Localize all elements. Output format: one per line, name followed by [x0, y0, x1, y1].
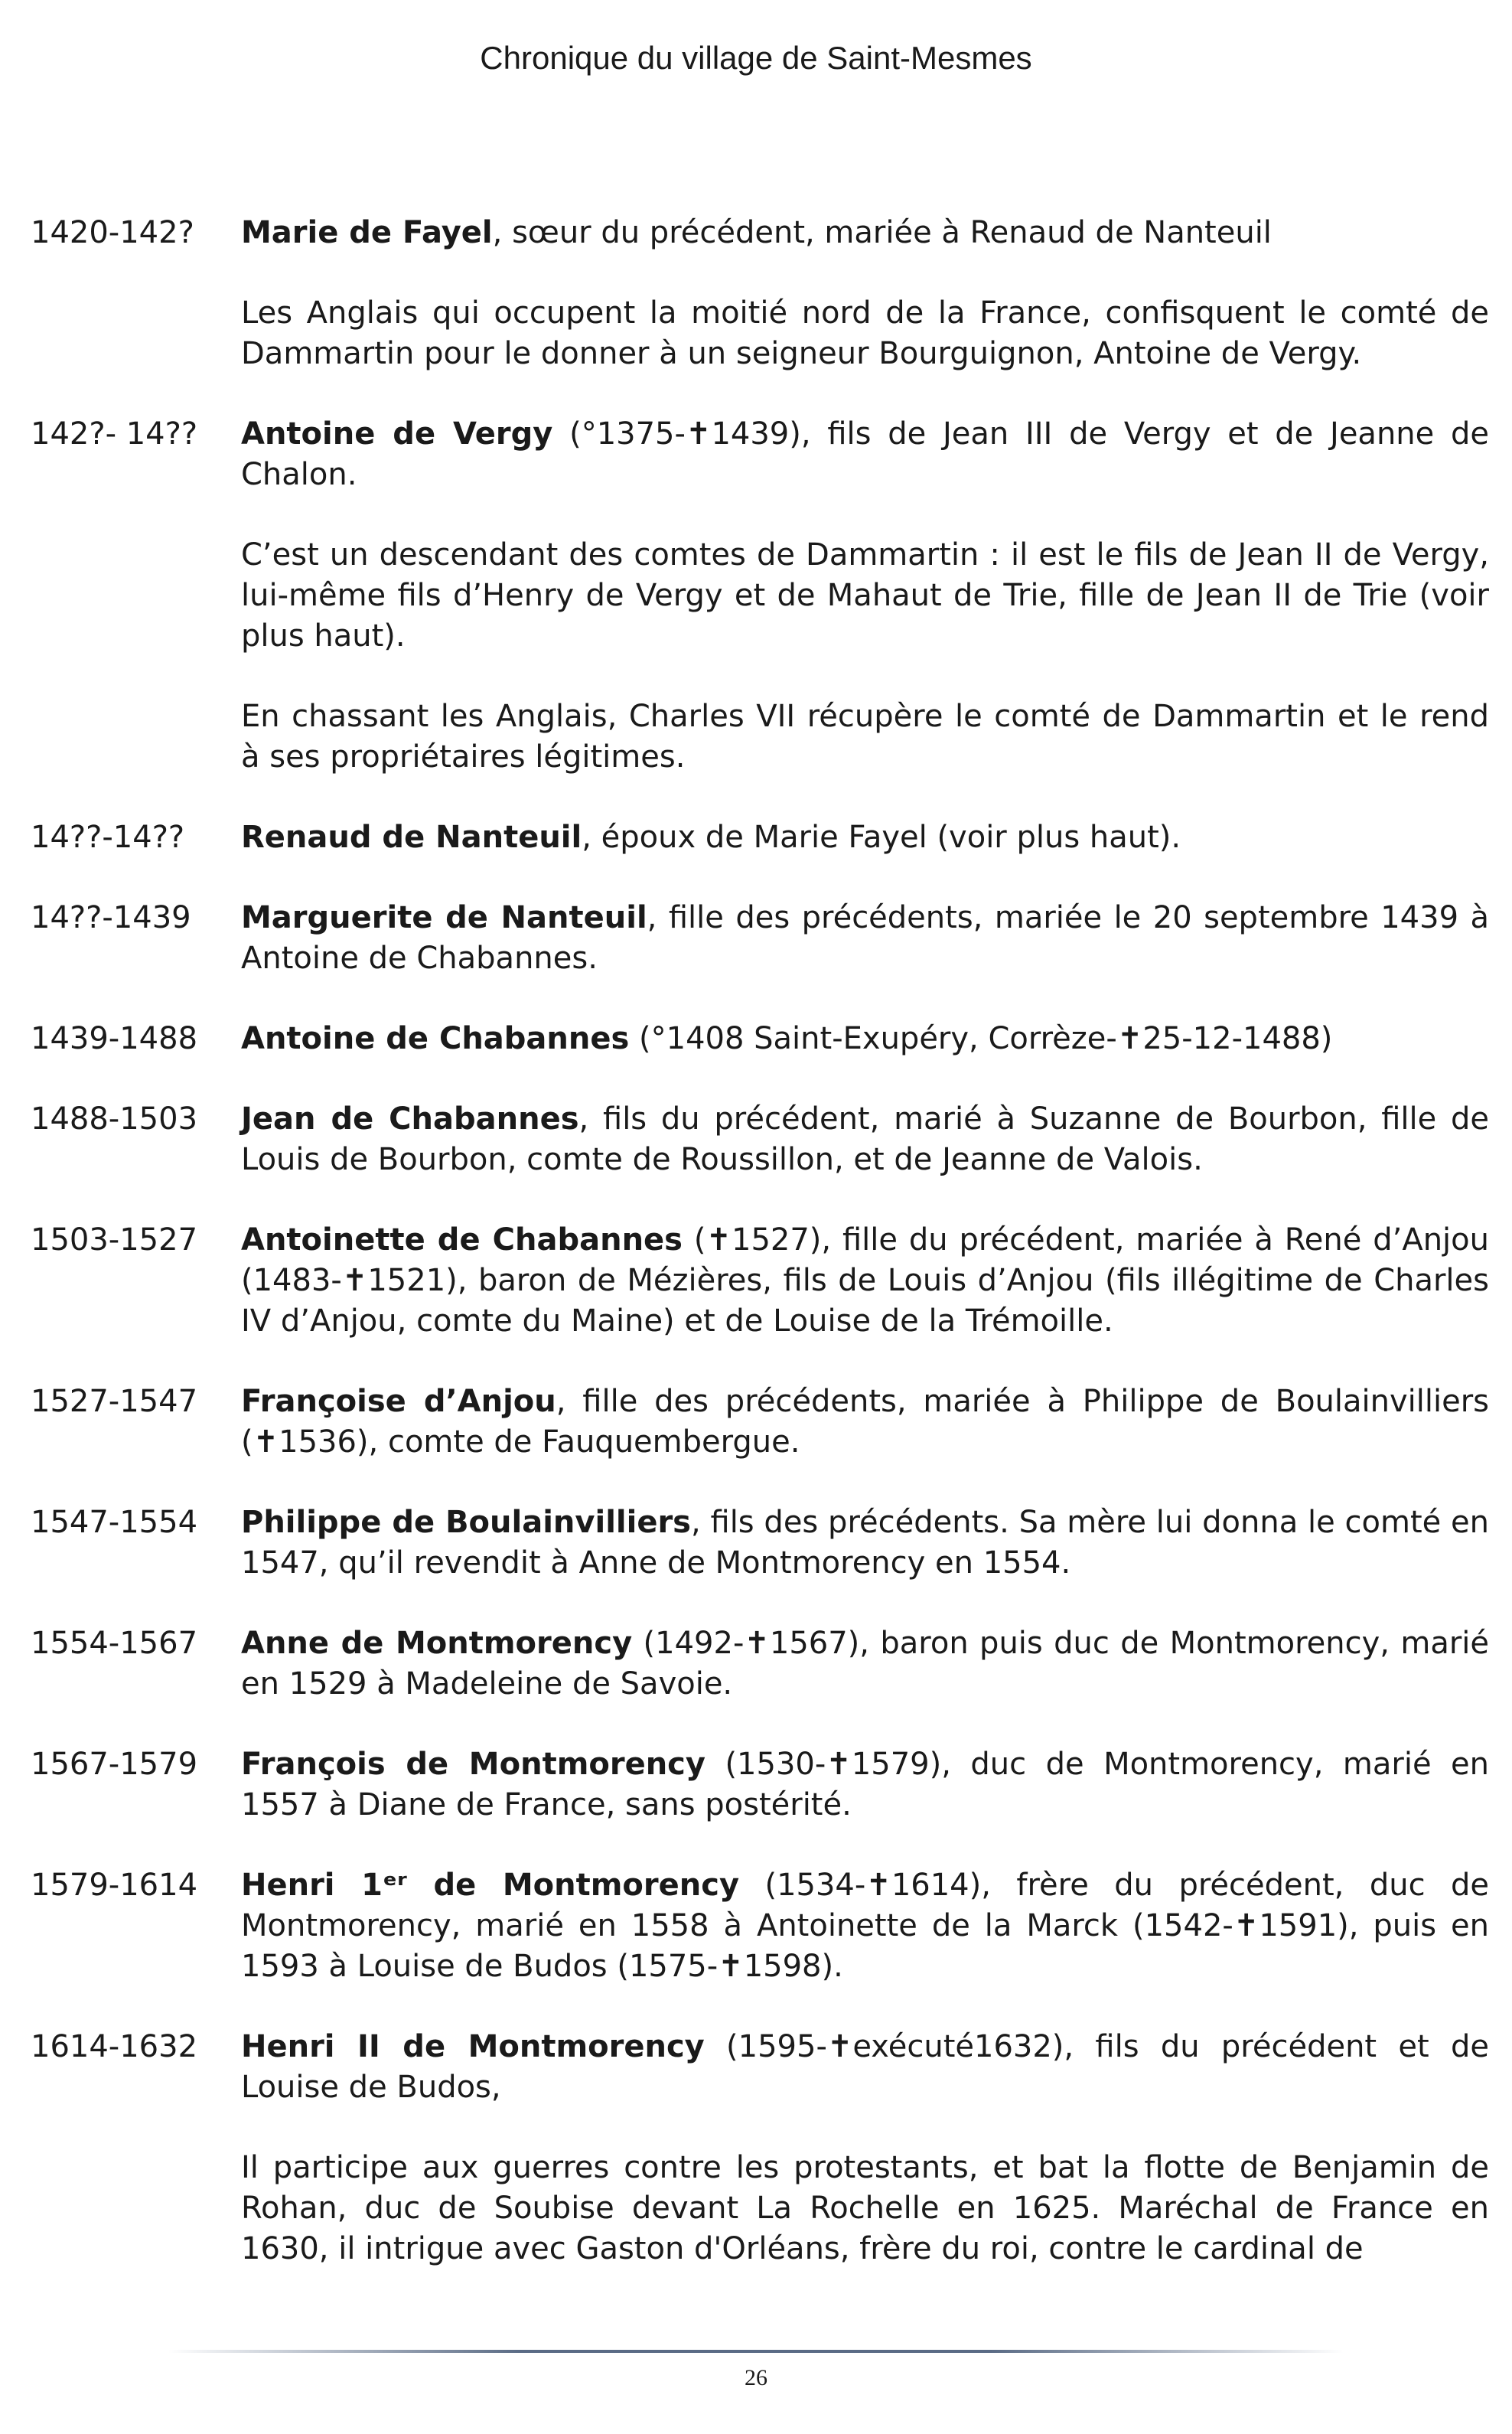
entry-body: [241, 1099, 1489, 1180]
entry-date: 1554-1567: [31, 1626, 198, 1661]
entry-date: 1488-1503: [31, 1101, 198, 1137]
chronicle-entry: [31, 414, 1489, 778]
chronicle-entry: [31, 1382, 1489, 1463]
chronicle-list: [31, 213, 1489, 2309]
page-header-title: Chronique du village de Saint-Mesmes: [480, 40, 1032, 76]
chronicle-entry: [31, 898, 1489, 979]
chronicle-entry: [31, 1019, 1489, 1059]
entry-date: 1503-1527: [31, 1222, 198, 1258]
person-name: Jean de Chabannes: [241, 1101, 579, 1137]
paragraph-text: , fils du précédent, marié à Suzanne de Bourbon, fille de Louis de Bourbon, comte de Roussillon, et de Jeanne de Valois.: [241, 1101, 1490, 1177]
paragraph-text: , époux de Marie Fayel (voir plus haut).: [582, 820, 1181, 855]
chronicle-entry: [31, 1744, 1489, 1826]
entry-body: [241, 1220, 1489, 1342]
person-name: Antoine de Vergy: [241, 416, 553, 452]
entry-paragraph: [241, 2027, 1489, 2108]
paragraph-text: (✝1527), fille du précédent, mariée à René d’Anjou (1483-✝1521), baron de Mézières, fils de Louis d’Anjou (fils illégitime de Charles IV d’Anjou, comte du Maine) et de Louise de la Trémoille.: [241, 1222, 1489, 1339]
person-name: Renaud de Nanteuil: [241, 820, 582, 855]
chronicle-entry: [31, 213, 1489, 374]
entry-paragraph: [241, 1865, 1489, 1987]
entry-date: 1527-1547: [31, 1384, 198, 1419]
entry-body: [241, 898, 1489, 979]
paragraph-text: En chassant les Anglais, Charles VII récupère le comté de Dammartin et le rend à ses propriétaires légitimes.: [241, 699, 1489, 775]
entry-body: [241, 2027, 1489, 2269]
entry-body: [241, 817, 1489, 858]
entry-body: [241, 1744, 1489, 1826]
paragraph-text: (°1375-✝1439), fils de Jean III de Vergy et de Jeanne de Chalon.: [241, 416, 1489, 492]
entry-paragraph: [241, 1220, 1489, 1342]
entry-paragraph: [241, 697, 1489, 778]
paragraph-text: , sœur du précédent, mariée à Renaud de Nanteuil: [492, 215, 1272, 250]
person-name: Anne de Montmorency: [241, 1626, 633, 1661]
paragraph-text: Les Anglais qui occupent la moitié nord de la France, confisquent le comté de Dammartin pour le donner à un seigneur Bourguignon, Antoine de Vergy.: [241, 295, 1489, 371]
entry-paragraph: [241, 1099, 1489, 1180]
entry-body: [241, 1382, 1489, 1463]
chronicle-entry: [31, 1099, 1489, 1180]
paragraph-text: Il participe aux guerres contre les protestants, et bat la flotte de Benjamin de Rohan, duc de Soubise devant La Rochelle en 1625. Maréchal de France en 1630, il intrigue avec Gaston d'Orléans, frère du roi, contre le cardinal de: [241, 2150, 1489, 2266]
entry-body: [241, 1865, 1489, 1987]
paragraph-text: (°1408 Saint-Exupéry, Corrèze-✝25-12-1488): [629, 1021, 1333, 1056]
person-name: Henri 1ᵉʳ de Montmorency: [241, 1868, 740, 1903]
person-name: Marguerite de Nanteuil: [241, 900, 647, 935]
page-number: 26: [745, 2365, 767, 2390]
person-name: Henri II de Montmorency: [241, 2029, 705, 2064]
chronicle-entry: [31, 1220, 1489, 1342]
paragraph-text: (1595-✝exécuté1632), fils du précédent et de Louise de Budos,: [241, 2029, 1489, 2105]
entry-date: 1579-1614: [31, 1868, 198, 1903]
entry-body: [241, 1019, 1489, 1059]
entry-date: 142?- 14??: [31, 416, 198, 452]
entry-paragraph: [241, 1382, 1489, 1463]
footer-divider: [168, 2350, 1344, 2353]
chronicle-entry: [31, 1623, 1489, 1705]
chronicle-entry: [31, 817, 1489, 858]
entry-date: 14??-1439: [31, 900, 191, 935]
paragraph-text: , fille des précédents, mariée à Philippe de Boulainvilliers (✝1536), comte de Fauquembergue.: [241, 1384, 1490, 1460]
entry-paragraph: [241, 1019, 1489, 1059]
entry-date: 1547-1554: [31, 1505, 198, 1540]
entry-paragraph: [241, 1623, 1489, 1705]
person-name: Philippe de Boulainvilliers: [241, 1505, 691, 1540]
entry-date: 1420-142?: [31, 215, 194, 250]
paragraph-text: , fils des précédents. Sa mère lui donna le comté en 1547, qu’il revendit à Anne de Montmorency en 1554.: [241, 1505, 1490, 1581]
paragraph-text: (1492-✝1567), baron puis duc de Montmorency, marié en 1529 à Madeleine de Savoie.: [241, 1626, 1490, 1702]
entry-paragraph: [241, 2148, 1489, 2269]
person-name: Françoise d’Anjou: [241, 1384, 556, 1419]
entry-date: 1439-1488: [31, 1021, 198, 1056]
entry-paragraph: [241, 898, 1489, 979]
entry-body: [241, 213, 1489, 374]
chronicle-entry: [31, 1502, 1489, 1584]
paragraph-text: (1530-✝1579), duc de Montmorency, marié en 1557 à Diane de France, sans postérité.: [241, 1747, 1489, 1822]
entry-paragraph: [241, 414, 1489, 495]
entry-paragraph: [241, 293, 1489, 374]
entry-paragraph: [241, 1502, 1489, 1584]
entry-paragraph: [241, 1744, 1489, 1826]
person-name: Antoine de Chabannes: [241, 1021, 630, 1056]
person-name: François de Montmorency: [241, 1747, 705, 1782]
entry-date: 1567-1579: [31, 1747, 198, 1782]
entry-body: [241, 1623, 1489, 1705]
entry-paragraph: [241, 535, 1489, 657]
person-name: Marie de Fayel: [241, 215, 493, 250]
paragraph-text: , fille des précédents, mariée le 20 septembre 1439 à Antoine de Chabannes.: [241, 900, 1490, 976]
entry-body: [241, 414, 1489, 778]
chronicle-entry: [31, 1865, 1489, 1987]
paragraph-text: (1534-✝1614), frère du précédent, duc de Montmorency, marié en 1558 à Antoinette de la Marck (1542-✝1591), puis en 1593 à Louise de Budos (1575-✝1598).: [241, 1868, 1490, 1984]
entry-body: [241, 1502, 1489, 1584]
paragraph-text: C’est un descendant des comtes de Dammartin : il est le fils de Jean II de Vergy, lui-même fils d’Henry de Vergy et de Mahaut de Trie, fille de Jean II de Trie (voir plus haut).: [241, 537, 1489, 654]
entry-date: 14??-14??: [31, 820, 185, 855]
person-name: Antoinette de Chabannes: [241, 1222, 683, 1258]
chronicle-entry: [31, 2027, 1489, 2269]
entry-paragraph: [241, 213, 1489, 253]
entry-paragraph: [241, 817, 1489, 858]
entry-date: 1614-1632: [31, 2029, 198, 2064]
